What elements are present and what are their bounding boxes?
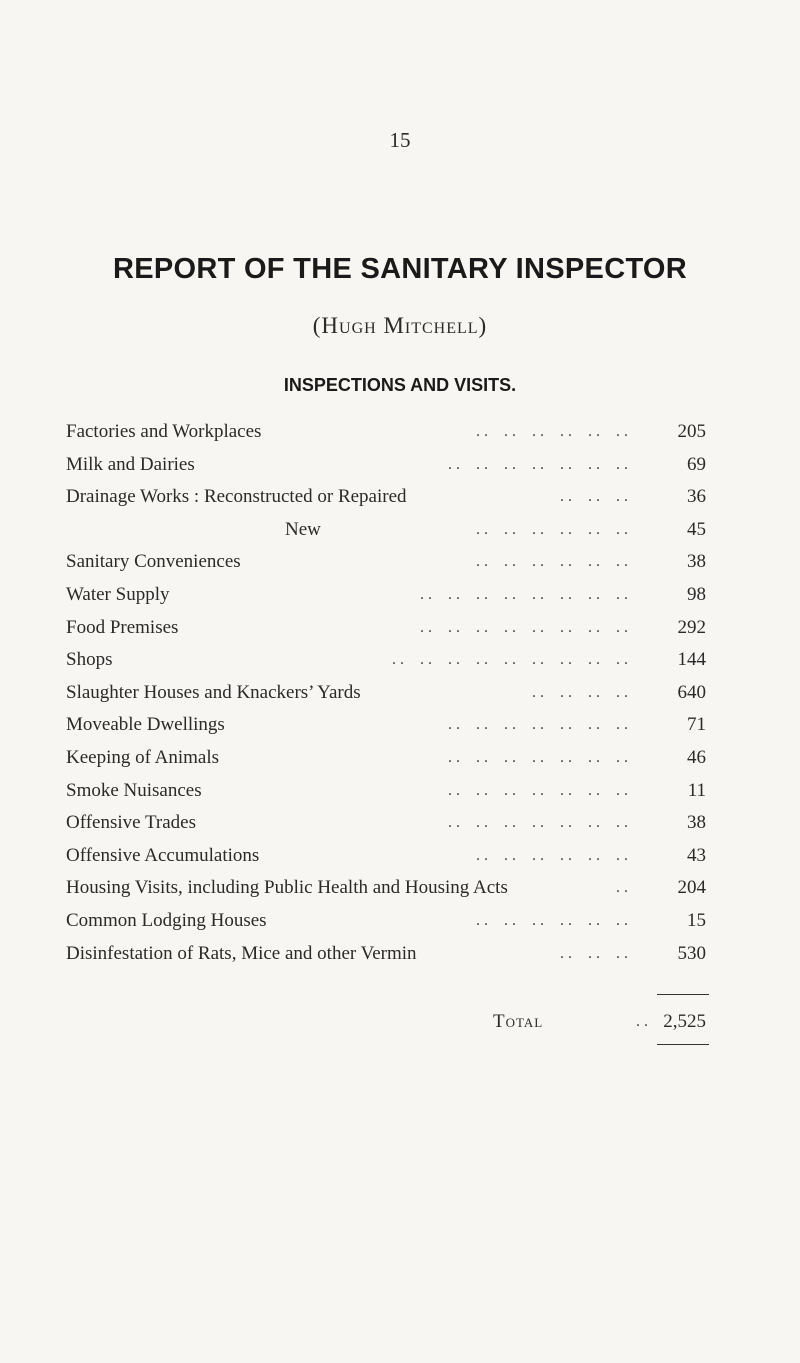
dot-leader: . . . . . . . . . . . . . . [448,748,628,766]
row-label: Factories and Workplaces [66,421,262,442]
row-label: Offensive Trades [66,812,197,834]
row-value: 530 [677,942,706,964]
table-row [0,612,800,645]
row-value: 144 [677,649,706,671]
row-label: Milk and Dairies [66,453,195,475]
row-label: Food Premises [66,616,179,638]
table-row [0,905,800,938]
table-row [0,709,800,742]
dot-leader: . . . . . . . . . . . . [476,520,628,538]
dot-leader: . . . . . . . . . . . . [476,846,628,864]
total-label: Total [493,1011,544,1032]
row-value: 205 [677,421,706,442]
row-label: Common Lodging Houses [66,909,267,931]
dot-leader: . . . . . . . . . . . . [476,423,628,440]
dot-leader: . . . . . . . . . . . . . . [448,781,628,799]
dot-leader: . . . . . . [560,944,628,962]
table-row [0,807,800,840]
total-row [0,1006,800,1038]
row-value: 69 [687,453,706,475]
dot-leader: . . . . . . . . . . . . . . . . [420,618,628,636]
row-value: 292 [677,616,706,638]
section-heading: INSPECTIONS AND VISITS. [283,375,517,395]
table-row [0,644,800,677]
table-row [0,775,800,808]
row-value: 43 [687,844,706,866]
table-row [0,546,800,579]
table-row [0,481,800,514]
row-value: 11 [687,779,706,801]
row-value: 98 [687,583,706,605]
dot-leader: . . . . . . . . . . . . [476,911,628,929]
total-rule-bottom [657,1044,709,1045]
row-value: 45 [687,518,706,540]
row-label: Housing Visits, including Public Health and Housing Acts [66,877,508,899]
row-label: Offensive Accumulations [66,844,260,866]
dot-leader: . . . . . . . . . . . . [476,553,628,571]
total-leader: . . [636,1013,648,1030]
table-row [0,677,800,710]
table-row [0,742,800,775]
row-value: 38 [687,812,706,834]
table-row [0,514,800,547]
report-title: REPORT OF THE SANITARY INSPECTOR [112,253,688,285]
total-value: 2,525 [663,1011,706,1032]
row-value: 46 [687,746,706,768]
row-label: Water Supply [66,583,170,605]
row-label: Slaughter Houses and Knackers’ Yards [66,681,361,703]
inspector-name: (Hugh Mitchell) [312,313,488,338]
row-label: Drainage Works : Reconstructed or Repaired [66,486,407,508]
dot-leader: . . . . . . . . . . . . . . [448,814,628,832]
dot-leader: . . . . . . . . . . . . . . . . [420,585,628,603]
dot-leader: . . . . . . [560,488,628,506]
dot-leader: . . . . . . . . . . . . . . [448,455,628,473]
dot-leader: . . . . . . . . . . . . . . [448,716,628,734]
row-label: Smoke Nuisances [66,779,202,801]
row-value: 204 [677,877,706,899]
row-label: Disinfestation of Rats, Mice and other Vermin [66,942,417,964]
dot-leader: . . . . . . . . . . . . . . . . . . [392,651,628,669]
table-row [0,840,800,873]
total-rule-top [657,994,709,995]
table-row [0,872,800,905]
row-value: 36 [687,486,706,508]
row-value: 38 [687,551,706,573]
row-label: Sanitary Conveniences [66,551,241,573]
inspections-table [0,416,800,970]
table-row [0,416,800,449]
row-value: 71 [687,714,706,736]
table-row [0,449,800,482]
dot-leader: . . [616,879,628,897]
row-label: New [285,518,321,540]
page-number: 15 [389,128,411,152]
dot-leader: . . . . . . . . [532,683,628,701]
table-row [0,938,800,971]
row-label: Keeping of Animals [66,746,220,768]
table-row [0,579,800,612]
row-label: Moveable Dwellings [66,714,225,736]
row-label: Shops [66,649,113,671]
row-value: 15 [687,909,706,931]
row-value: 640 [677,681,706,703]
